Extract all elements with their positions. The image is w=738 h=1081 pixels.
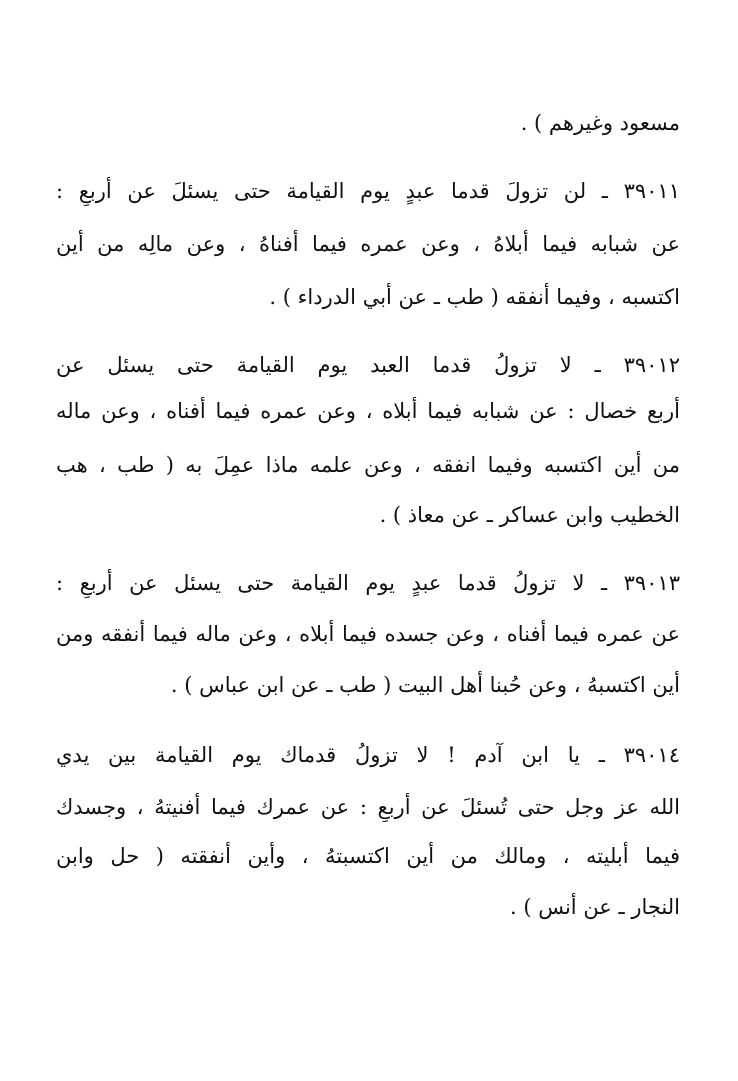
hadith-39013-line-1: ٣٩٠١٣ ـ لا تزولُ قدما عبدٍ يوم القيامة حتى يسئل عن أربعٍ : <box>56 571 680 595</box>
hadith-39011-line-3: اكتسبه ، وفيما أنفقه ( طب ـ عن أبي الدرداء ) . <box>269 285 680 309</box>
hadith-39014-line-1: ٣٩٠١٤ ـ يا ابن آدم ! لا تزولُ قدماك يوم القيامة بين يدي <box>56 743 680 767</box>
hadith-39014-line-2: الله عز وجل حتى تُسئلَ عن أربعٍ : عن عمرك فيما أفنيتهُ ، وجسدك <box>56 795 680 819</box>
hadith-39011-line-1: ٣٩٠١١ ـ لن تزولَ قدما عبدٍ يوم القيامة حتى يسئلَ عن أربعٍ : <box>56 179 680 203</box>
hadith-39011-line-2: عن شبابه فيما أبلاهُ ، وعن عمره فيما أفناهُ ، وعن مالِه من أين <box>56 232 680 256</box>
hadith-39012-line-4: الخطيب وابن عساكر ـ عن معاذ ) . <box>379 503 680 527</box>
intro-line: مسعود وغيرهم ) . <box>520 111 680 135</box>
hadith-39012-line-1: ٣٩٠١٢ ـ لا تزولُ قدما العبد يوم القيامة حتى يسئل عن <box>56 353 680 377</box>
hadith-39014-line-4: النجار ـ عن أنس ) . <box>509 895 680 919</box>
hadith-39012-line-2: أربع خصال : عن شبابه فيما أبلاه ، وعن عمره فيما أفناه ، وعن ماله <box>56 399 680 423</box>
hadith-39013-line-3: أين اكتسبهُ ، وعن حُبنا أهل البيت ( طب ـ عن ابن عباس ) . <box>170 673 680 697</box>
hadith-39013-line-2: عن عمره فيما أفناه ، وعن جسده فيما أبلاه ، وعن ماله فيما أنفقه ومن <box>56 622 680 646</box>
hadith-39012-line-3: من أين اكتسبه وفيما انفقه ، وعن علمه ماذا عمِلَ به ( طب ، هب <box>56 453 680 477</box>
hadith-39014-line-3: فيما أبليته ، ومالك من أين اكتسبتهُ ، وأين أنفقته ( حل وابن <box>56 844 680 868</box>
